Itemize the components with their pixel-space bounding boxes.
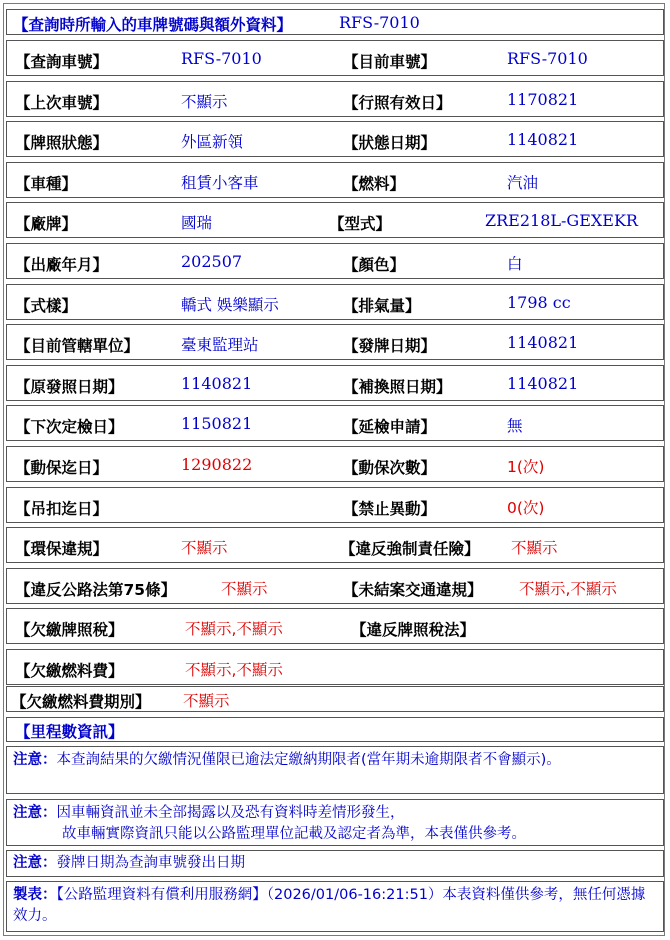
record-row [6, 568, 664, 604]
field-value: 202507 [181, 252, 243, 271]
fuel-period-row [6, 686, 664, 712]
note-2-text [13, 803, 657, 845]
record-row [6, 81, 664, 117]
field-value: RFS-7010 [507, 49, 588, 68]
field-label: 【違反牌照稅法】 [351, 621, 476, 640]
field-value: 1798 cc [507, 292, 571, 312]
field-label: 【下次定檢日】 [15, 418, 124, 437]
note-1-text [13, 750, 657, 771]
field-label: 【式樣】 [15, 296, 78, 315]
field-label: 【動保迄日】 [15, 459, 109, 477]
field-value: 1290822 [181, 455, 253, 474]
field-value: 1140821 [507, 373, 579, 393]
field-value: 1150821 [181, 414, 253, 434]
field-label: 【廠牌】 [15, 215, 78, 234]
field-label: 【發牌日期】 [343, 337, 437, 356]
mileage-header: 【里程數資訊】 [15, 723, 124, 741]
field-value: 不顯示,不顯示 [185, 620, 283, 639]
field-value: 無 [507, 417, 523, 436]
title-prefix: 【查詢時所輸入的車牌號碼與額外資料】 [13, 16, 293, 34]
field-value: 不顯示,不顯示 [185, 661, 283, 679]
field-value: 白 [507, 255, 523, 273]
fuel-period-label: 【欠繳燃料費期別】 [11, 693, 151, 711]
record-row [6, 121, 664, 157]
note-3-text [13, 853, 657, 874]
record-row [6, 487, 664, 523]
mileage-header-bar [6, 717, 664, 742]
field-value: 不顯示 [181, 92, 228, 111]
note-2 [6, 799, 664, 846]
field-label: 【狀態日期】 [343, 134, 437, 153]
note-1-body: 本查詢結果的欠繳情況僅限已逾法定繳納期限者(當年期未逾期限者不會顯示)。 [56, 752, 561, 768]
record-row [6, 446, 664, 482]
field-label: 【環保違規】 [15, 540, 109, 559]
note-1-head: 注意： [13, 752, 57, 768]
note-2-line-2: 故車輛實際資訊只能以公路監理單位記載及認定者為準，本表僅供參考。 [62, 826, 526, 842]
field-value: 0(次) [507, 498, 545, 517]
field-label: 【違反強制責任險】 [340, 540, 480, 559]
field-label: 【型式】 [329, 215, 392, 234]
field-value: 1(次) [507, 458, 545, 476]
record-row [6, 162, 664, 198]
field-value: 1170821 [507, 89, 579, 109]
record-row [6, 365, 664, 401]
field-label: 【欠繳牌照稅】 [15, 621, 124, 640]
field-value: 不顯示,不顯示 [519, 579, 617, 598]
title-plate: RFS-7010 [339, 13, 420, 32]
record-row [6, 243, 664, 279]
record-row [6, 649, 664, 685]
field-label: 【上次車號】 [15, 93, 109, 112]
footer-text [13, 885, 657, 927]
footer-head: 製表： [13, 887, 57, 903]
fuel-period-value: 不顯示 [183, 692, 230, 710]
field-value: 轎式 娛樂顯示 [181, 295, 279, 314]
field-label: 【目前車號】 [343, 53, 437, 71]
footer [6, 881, 664, 932]
note-1 [6, 746, 664, 794]
field-label: 【吊扣迄日】 [15, 499, 109, 518]
record-row [6, 324, 664, 360]
field-label: 【補換照日期】 [343, 377, 452, 396]
note-3-head: 注意： [13, 855, 57, 871]
record-row [6, 202, 664, 238]
field-label: 【目前管轄單位】 [15, 337, 140, 356]
field-label: 【出廠年月】 [15, 256, 109, 274]
note-3 [6, 850, 664, 877]
field-value: 不顯示 [511, 539, 558, 558]
field-label: 【行照有效日】 [343, 93, 452, 112]
record-row [6, 284, 664, 320]
field-label: 【禁止異動】 [343, 499, 437, 518]
field-value: 外區新領 [181, 133, 244, 152]
field-value: 國瑞 [181, 214, 213, 233]
field-value: 1140821 [507, 130, 579, 150]
field-value: 汽油 [507, 173, 539, 192]
field-label: 【未結案交通違規】 [343, 580, 483, 599]
field-value: 1140821 [181, 373, 253, 393]
field-label: 【排氣量】 [343, 296, 421, 315]
field-label: 【查詢車號】 [15, 53, 109, 71]
field-label: 【燃料】 [343, 174, 406, 193]
field-label: 【車種】 [15, 174, 78, 193]
note-3-body: 發牌日期為查詢車號發出日期 [56, 855, 245, 871]
title-bar [6, 9, 664, 35]
record-row [6, 527, 664, 563]
field-label: 【違反公路法第75條】 [15, 580, 177, 599]
record-row [6, 405, 664, 441]
field-value: 1140821 [507, 333, 579, 353]
field-label: 【原發照日期】 [15, 377, 124, 396]
field-label: 【牌照狀態】 [15, 134, 109, 153]
field-value: 租賃小客車 [181, 173, 259, 192]
record-row [6, 608, 664, 644]
field-value: 不顯示 [181, 539, 228, 558]
field-value: ZRE218L-GEXEKR [485, 211, 638, 231]
note-2-line-1: 因車輛資訊並未全部揭露以及恐有資料時差情形發生， [56, 805, 405, 821]
footer-body: 【公路監理資料有償利用服務網】（2026/01/06-16:21:51）本表資料僅供參考，無任何憑據效力。 [13, 887, 646, 924]
field-label: 【動保次數】 [343, 459, 437, 477]
field-value: RFS-7010 [181, 49, 262, 68]
field-value: 不顯示 [221, 579, 268, 598]
note-2-head: 注意： [13, 805, 57, 821]
field-value: 臺東監理站 [181, 336, 259, 355]
field-label: 【顏色】 [343, 256, 406, 274]
record-row [6, 40, 664, 76]
field-label: 【欠繳燃料費】 [15, 662, 124, 680]
field-label: 【延檢申請】 [343, 418, 437, 437]
